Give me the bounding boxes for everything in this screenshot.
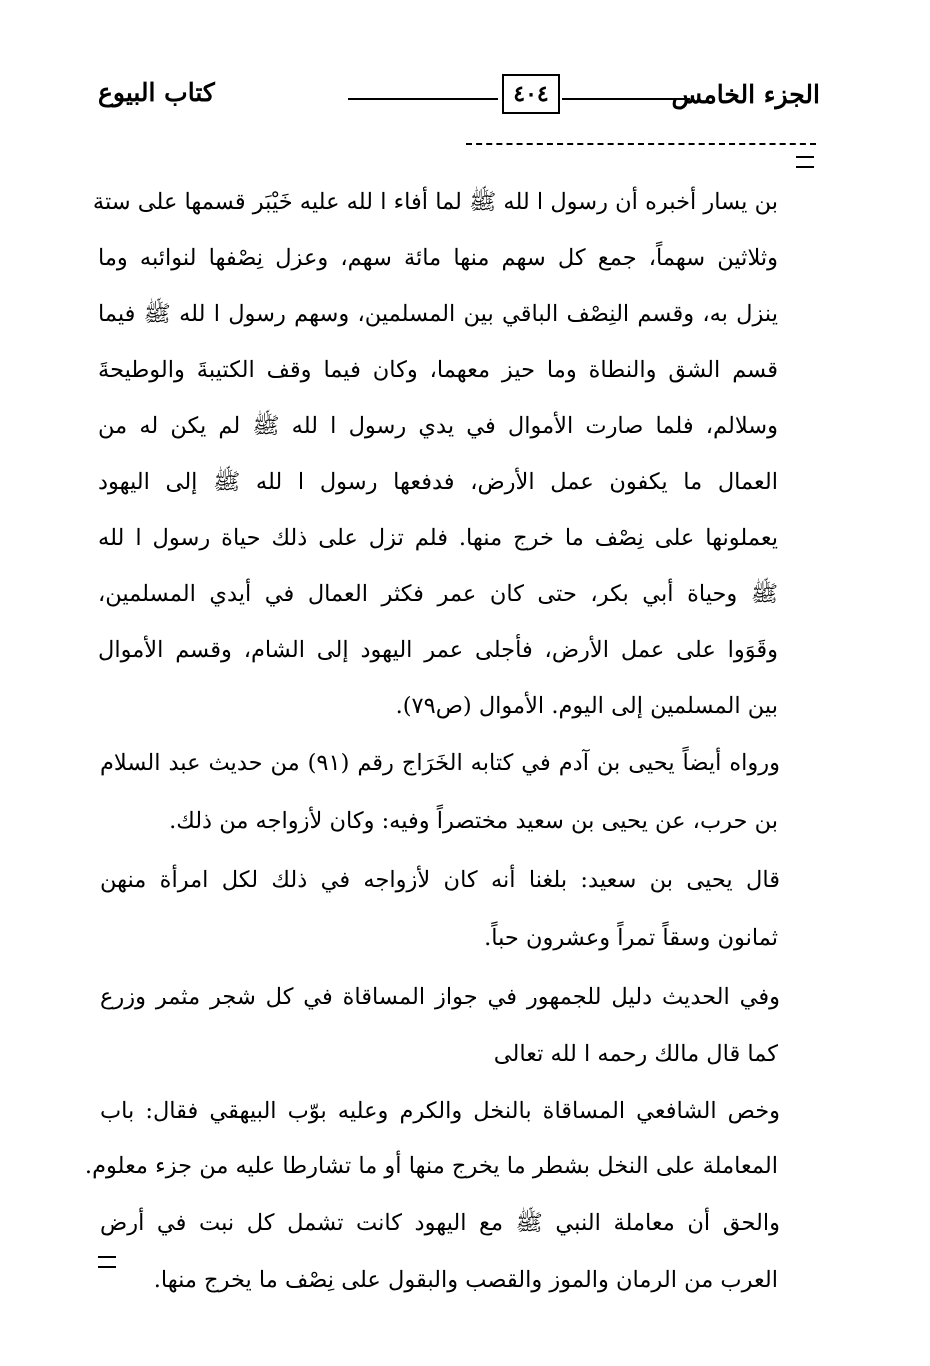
text-line: وفي الحديث دليل للجمهور في جواز المساقاة في كل شجر مثمر وزرع [100,984,780,1010]
text-line: ﷺ وحياة أبي بكر، حتى كان عمر فكثر العمال في أيدي المسلمين، [98,581,778,607]
book-title: كتاب البيوع [98,78,215,107]
text-line: والحق أن معاملة النبي ﷺ مع اليهود كانت تشمل كل نبت في أرض [100,1210,780,1236]
header-rule-right [562,98,690,100]
header-dashed-divider [466,143,816,145]
header-rule-left [348,98,498,100]
text-line: وقَوَوا على عمل الأرض، فأجلى عمر اليهود إلى الشام، وقسم الأموال [98,637,778,663]
text-line: وسلالم، فلما صارت الأموال في يدي رسول ا لله ﷺ لم يكن له من [98,413,778,439]
text-line: ثمانون وسقاً تمراً وعشرون حباً. [484,925,778,951]
text-line: قسم الشق والنطاة وما حيز معهما، وكان فيما وقف الكتيبةَ والوطيحةَ [98,357,778,383]
continuation-mark-bottom [98,1256,116,1268]
volume-label: الجزء الخامس [671,80,820,109]
text-line: ورواه أيضاً يحيى بن آدم في كتابه الخَرَاج رقم (٩١) من حديث عبد السلام [100,750,781,776]
text-line: كما قال مالك رحمه ا لله تعالى [493,1041,778,1067]
text-line: وثلاثين سهماً، جمع كل سهم منها مائة سهم، وعزل نِصْفها لنوائبه وما [98,245,778,271]
text-line: ينزل به، وقسم النِصْف الباقي بين المسلمين، وسهم رسول ا لله ﷺ فيما [98,301,778,327]
text-line: يعملونها على نِصْف ما خرج منها. فلم تزل على ذلك حياة رسول ا لله [98,525,778,551]
text-line: وخص الشافعي المساقاة بالنخل والكرم وعليه بوّب البيهقي فقال: باب [100,1098,780,1124]
text-line: بين المسلمين إلى اليوم. الأموال (ص٧٩). [395,693,778,719]
text-line: العرب من الرمان والموز والقصب والبقول على نِصْف ما يخرج منها. [153,1267,778,1293]
text-line: المعاملة على النخل بشطر ما يخرج منها أو ما تشارطا عليه من جزء معلوم. [84,1153,778,1179]
text-line: العمال ما يكفون عمل الأرض، فدفعها رسول ا لله ﷺ إلى اليهود [98,469,778,495]
page-number [502,74,560,114]
running-header [98,74,820,124]
text-line: بن حرب، عن يحيى بن سعيد مختصراً وفيه: وكان لأزواجه من ذلك. [169,808,778,834]
continuation-mark-top [796,156,814,168]
page-number-text: ٤٠٤ [513,81,549,107]
text-line: بن يسار أخبره أن رسول ا لله ﷺ لما أفاء ا لله عليه خَيْبَر قسمها على ستة [92,189,778,215]
text-line: قال يحيى بن سعيد: بلغنا أنه كان لأزواجه في ذلك لكل امرأة منهن [100,867,780,893]
